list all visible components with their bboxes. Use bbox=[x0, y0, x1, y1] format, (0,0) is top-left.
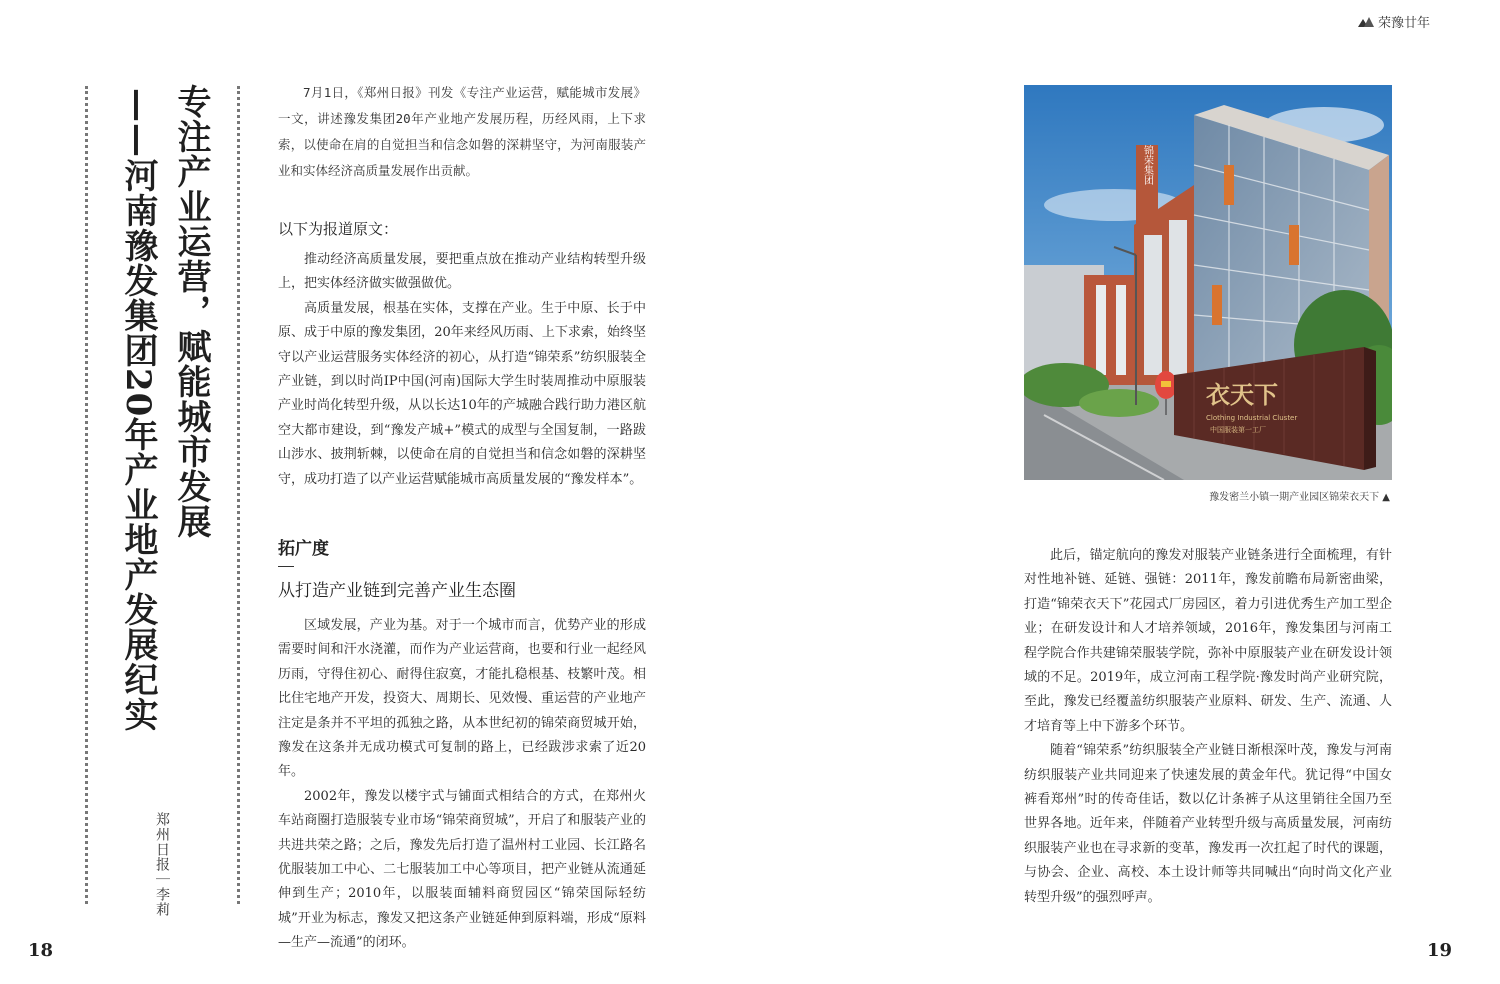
paragraph: 区域发展，产业为基。对于一个城市而言，优势产业的形成需要时间和汗水浇灌，而作为产业运营商，也要和行业一起经风历雨，守得住初心、耐得住寂寞，才能扎稳根基、枝繁叶茂。相比住宅地产开发，投资大、周期长、见效慢、重运营的产业地产注定是条并不平坦的孤独之路，从本世纪初的锦荣商贸城开始，豫发在这条并无成功模式可复制的路上，已经跋涉求索了近20年。 bbox=[278, 618, 646, 780]
left-column-top bbox=[278, 248, 646, 492]
header-brand-text: 荣豫廿年 bbox=[1377, 16, 1430, 31]
paragraph: 高质量发展，根基在实体，支撑在产业。生于中原、长于中原、成于中原的豫发集团，20年来经风历雨、上下求索，始终坚守以产业运营服务实体经济的初心，从打造“锦荣系”纺织服装全产业链，到以时尚IP中国(河南)国际大学生时装周推动中原服装产业时尚化转型升级，从以长达10年的产城融合践行助力港区航空大都市建设，到“豫发产城+”模式的成型与全国复制，一路跋山涉水、披荆斩棘，以使命在肩的自觉担当和信念如磐的深耕坚守，成功打造了以产业运营赋能城市高质量发展的“豫发样本”。 bbox=[278, 300, 646, 487]
paragraph: 此后，锚定航向的豫发对服装产业链条进行全面梳理，有针对性地补链、延链、强链：2011年，豫发前瞻布局新密曲梁，打造“锦荣衣天下”花园式厂房园区，着力引进优秀生产加工型企业；在研发设计和人才培养领域，2016年，豫发集团与河南工程学院合作共建锦荣服装学院，弥补中原服装产业在研发设计领域的不足。2019年，成立河南工程学院·豫发时尚产业研究院，至此，豫发已经覆盖纺织服装产业原料、研发、生产、流通、人才培育等上中下游多个环节。 bbox=[1024, 548, 1392, 734]
byline: 郑州日报｜李莉 bbox=[154, 812, 170, 917]
page-number-left: 18 bbox=[28, 940, 54, 961]
photo-caption: 豫发密兰小镇一期产业园区锦荣衣天下 ▲ bbox=[1209, 492, 1390, 503]
article-title-main: 专注产业运营，赋能城市发展 bbox=[171, 84, 211, 539]
sign-main-text: 衣天下 bbox=[1206, 380, 1278, 409]
left-dotted-rule bbox=[85, 86, 88, 904]
section-subtitle: 从打造产业链到完善产业生态圈 bbox=[278, 581, 516, 601]
header-brand bbox=[1358, 12, 1430, 31]
right-dotted-rule bbox=[237, 86, 240, 904]
right-column bbox=[1024, 544, 1392, 910]
article-title-sub: ——河南豫发集团20年产业地产发展纪实 bbox=[118, 88, 158, 733]
section-title: 拓广度 bbox=[278, 539, 329, 559]
sign-sub-text-cn: 中国服装第一工厂 bbox=[1210, 426, 1266, 434]
intro-paragraph: 7月1日，《郑州日报》刊发《专注产业运营，赋能城市发展》一文，讲述豫发集团20年产业地产发展历程，历经风雨，上下求索，以使命在肩的自觉担当和信念如磐的深耕坚守，为河南服装产业和实体经济高质量发展作出贡献。 bbox=[278, 85, 646, 178]
left-column-bottom bbox=[278, 614, 646, 956]
paragraph: 随着“锦荣系”纺织服装全产业链日渐根深叶茂，豫发与河南纺织服装产业共同迎来了快速发展的黄金年代。犹记得“中国女裤看郑州”时的传奇佳话，数以亿计条裤子从这里销往全国乃至世界各地。近年来，伴随着产业转型升级与高质量发展，河南纺织服装产业也在寻求新的变革，豫发再一次扛起了时代的课题，与协会、企业、高校、本土设计师等共同喊出“向时尚文化产业转型升级”的强烈呼声。 bbox=[1024, 743, 1392, 905]
photo-illustration bbox=[1024, 85, 1392, 480]
building-sign-text: 锦荣集团 bbox=[1141, 145, 1153, 185]
sign-sub-text: Clothing Industrial Cluster bbox=[1206, 414, 1298, 422]
page-number-right: 19 bbox=[1427, 940, 1453, 961]
industrial-park-photo bbox=[1024, 85, 1392, 480]
mountain-logo-icon bbox=[1358, 17, 1374, 27]
original-report-subhead: 以下为报道原文： bbox=[278, 220, 399, 238]
paragraph: 推动经济高质量发展，要把重点放在推动产业结构转型升级上，把实体经济做实做强做优。 bbox=[278, 252, 646, 292]
section-divider bbox=[278, 566, 294, 567]
paragraph: 2002年，豫发以楼宇式与铺面式相结合的方式，在郑州火车站商圈打造服装专业市场“锦荣商贸城”，开启了和服装产业的共进共荣之路；之后，豫发先后打造了温州村工业园、长江路名优服装加工中心、二七服装加工中心等项目，把产业链从流通延伸到生产；2010年，以服装面辅料商贸园区“锦荣国际轻纺城”开业为标志，豫发又把这条产业链延伸到原料端，形成“原料—生产—流通”的闭环。 bbox=[278, 788, 646, 951]
